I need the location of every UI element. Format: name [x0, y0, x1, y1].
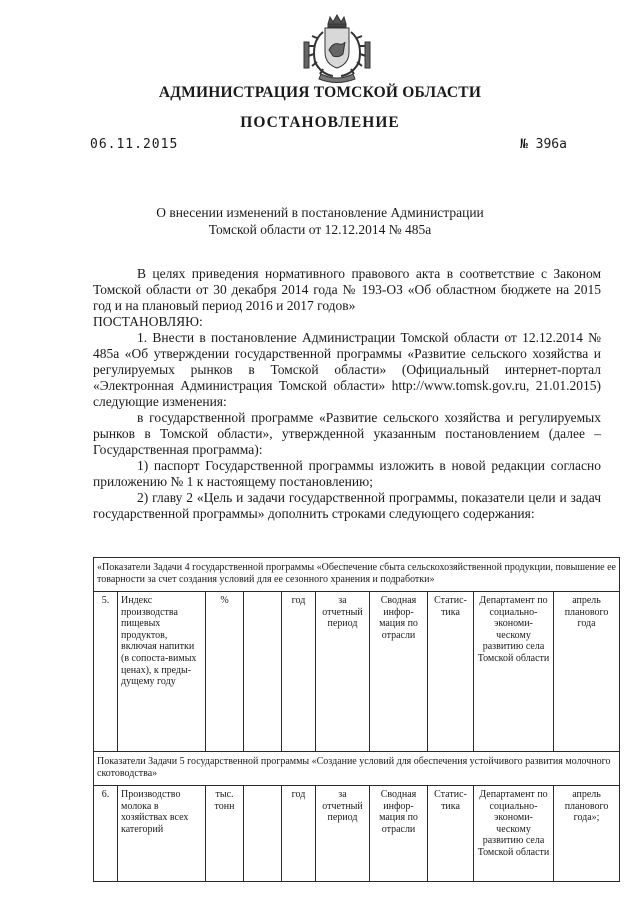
periodicity-cell: год — [282, 592, 316, 752]
table-row — [94, 592, 620, 752]
indicator-name: Производство молока в хозяйствах всех категорий — [118, 786, 206, 882]
table-section-row — [94, 558, 620, 592]
method-cell: Статис-тика — [428, 786, 474, 882]
responsible-cell: Департамент по социально-экономи-ческому развитию села Томской области — [474, 786, 554, 882]
subject-line: О внесении изменений в постановление Администрации — [156, 205, 484, 220]
source-cell: Сводная инфор-мация по отрасли — [370, 592, 428, 752]
row-number: 6. — [94, 786, 118, 882]
period-cell: за отчетный период — [316, 786, 370, 882]
section-title: Показатели Задачи 5 государственной программы «Создание условий для обеспечения устойчивого развития молочного скотоводства» — [94, 752, 620, 786]
unit-cell: тыс. тонн — [206, 786, 244, 882]
section-title: «Показатели Задачи 4 государственной программы «Обеспечение сбыта сельскохозяйственной продукции, повышение ее товарности за счет создания условий для ее сезонного хранения и подработки» — [94, 558, 620, 592]
item-1-paragraph: 1. Внести в постановление Администрации Томской области от 12.12.2014 № 485а «Об утверждении государственной программы «Развитие сельского хозяйства и регулируемых рынков в Томской области» (Официальный интернет-портал «Электронная Администрация Томской области» http://www.tomsk.gov.ru, 21.01.2015) следующие изменения: — [93, 330, 601, 409]
item-1-subparagraph: в государственной программе «Развитие сельского хозяйства и регулируемых рынков в Томской области», утвержденной указанным постановлением (далее – Государственная программа): — [93, 410, 601, 457]
indicator-name: Индекс производства пищевых продуктов, включая напитки (в сопоста-вимых ценах), к преды-дущему году — [118, 592, 206, 752]
document-number: № 396а — [520, 137, 567, 152]
document-date: 06.11.2015 — [90, 137, 179, 152]
table-row — [94, 786, 620, 882]
empty-cell — [244, 786, 282, 882]
resolve-heading: ПОСТАНОВЛЯЮ: — [93, 314, 203, 329]
subitem-1-paragraph: 1) паспорт Государственной программы изложить в новой редакции согласно приложению № 1 к настоящему постановлению; — [93, 458, 601, 489]
document-body — [93, 266, 601, 522]
coat-of-arms-emblem — [299, 12, 375, 84]
row-number: 5. — [94, 592, 118, 752]
deadline-cell: апрель планового года — [554, 592, 620, 752]
period-cell: за отчетный период — [316, 592, 370, 752]
responsible-cell: Департамент по социально-экономи-ческому развитию села Томской области — [474, 592, 554, 752]
subitem-2-paragraph: 2) главу 2 «Цель и задачи государственной программы, показатели цели и задач государственной программы» дополнить строками следующего содержания: — [93, 490, 601, 521]
table-section-row — [94, 752, 620, 786]
organization-name: АДМИНИСТРАЦИЯ ТОМСКОЙ ОБЛАСТИ — [158, 84, 482, 101]
deadline-cell: апрель планового года»; — [554, 786, 620, 882]
document-type: ПОСТАНОВЛЕНИЕ — [240, 114, 400, 131]
method-cell: Статис-тика — [428, 592, 474, 752]
coat-of-arms-icon — [299, 12, 375, 84]
subject-line: Томской области от 12.12.2014 № 485а — [208, 222, 432, 237]
empty-cell — [244, 592, 282, 752]
periodicity-cell: год — [282, 786, 316, 882]
indicators-table — [93, 557, 620, 882]
unit-cell: % — [206, 592, 244, 752]
preamble-paragraph: В целях приведения нормативного правового акта в соответствие с Законом Томской области от 30 декабря 2014 года № 193-ОЗ «Об областном бюджете на 2015 год и на плановый период 2016 и 2017 годов» — [93, 266, 601, 313]
document-subject — [0, 204, 640, 238]
source-cell: Сводная инфор-мация по отрасли — [370, 786, 428, 882]
